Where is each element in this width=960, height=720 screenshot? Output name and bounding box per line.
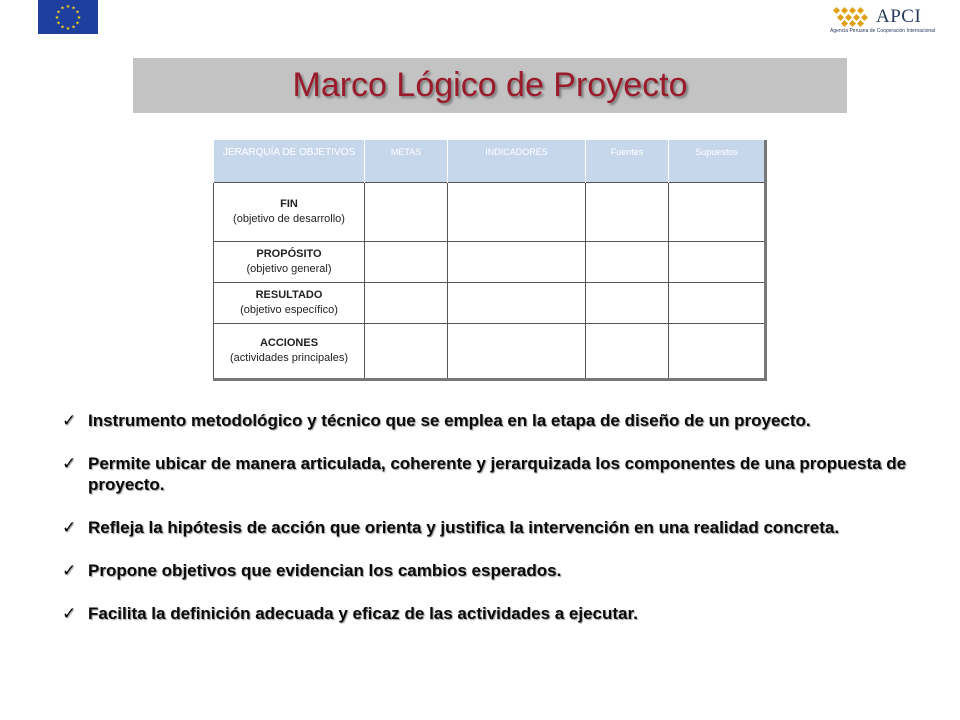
table-row: [214, 182, 766, 241]
table-cell: [365, 241, 448, 282]
row-label: FIN: [280, 197, 298, 210]
row-detail: (objetivo general): [246, 262, 332, 275]
row-label: PROPÓSITO: [256, 247, 322, 260]
table-cell: [448, 323, 586, 379]
apci-logo: [826, 2, 960, 42]
row-head-proposito: [214, 241, 365, 282]
table-cell: [365, 182, 448, 241]
bullet-text: Instrumento metodológico y técnico que se emplea en la etapa de diseño de un proyecto.: [88, 411, 811, 430]
checkmark-icon: ✓: [62, 561, 77, 580]
eu-star-icon: ★: [56, 20, 61, 27]
header-jerarquia: JERARQUÍA DE OBJETIVOS: [214, 140, 365, 182]
row-head-acciones: [214, 323, 365, 379]
bullet-item: [62, 410, 922, 431]
eu-star-icon: ★: [71, 24, 76, 31]
apci-name: APCI: [876, 6, 922, 27]
bullet-text: Refleja la hipótesis de acción que orienta y justifica la intervención en una realidad concreta.: [88, 518, 840, 537]
row-head-resultado: [214, 282, 365, 323]
row-label: ACCIONES: [259, 336, 319, 349]
checkmark-icon: ✓: [62, 454, 77, 473]
table-cell: [365, 323, 448, 379]
eu-star-icon: ★: [76, 15, 82, 21]
table-cell: [586, 323, 669, 379]
apci-subtitle: Agencia Peruana de Cooperación Internacional: [830, 28, 936, 34]
row-detail: (objetivo específico): [240, 303, 338, 316]
table-cell: [586, 282, 669, 323]
table-cell: [586, 182, 669, 241]
table-cell: [586, 241, 669, 282]
header-fuentes: Fuentes: [586, 140, 669, 182]
table-row: [214, 282, 766, 323]
header-metas: METAS: [365, 140, 448, 182]
table-cell: [669, 282, 766, 323]
header-indicadores: INDICADORES: [448, 140, 586, 182]
eu-star-icon: ★: [75, 9, 80, 16]
eu-star-icon: ★: [60, 5, 65, 12]
table-row: [214, 241, 766, 282]
eu-stars: [38, 0, 98, 34]
eu-star-icon: ★: [71, 5, 76, 12]
bullet-list: [62, 410, 922, 624]
eu-star-icon: ★: [65, 4, 71, 10]
row-label: RESULTADO: [255, 288, 323, 301]
table-cell: [365, 282, 448, 323]
bullet-item: [62, 517, 922, 538]
row-head-fin: [214, 182, 365, 241]
eu-star-icon: ★: [56, 9, 61, 16]
apci-mark-icon: [832, 6, 872, 28]
table-cell: [669, 323, 766, 379]
table-header-row: [214, 140, 766, 182]
eu-star-icon: ★: [65, 26, 71, 32]
bullet-item: [62, 560, 922, 581]
bullet-text: Permite ubicar de manera articulada, coherente y jerarquizada los componentes de una propuesta de proyecto.: [88, 454, 907, 494]
bullet-item: [62, 453, 922, 495]
eu-flag-icon: [38, 0, 98, 34]
page-title: Marco Lógico de Proyecto: [292, 66, 688, 104]
table-cell: [669, 182, 766, 241]
checkmark-icon: ✓: [62, 604, 77, 623]
eu-star-icon: ★: [75, 20, 80, 27]
bullet-text: Propone objetivos que evidencian los cambios esperados.: [88, 561, 562, 580]
eu-star-icon: ★: [60, 24, 65, 31]
table-cell: [669, 241, 766, 282]
eu-star-icon: ★: [54, 15, 60, 21]
table-row: [214, 323, 766, 379]
row-detail: (objetivo de desarrollo): [233, 212, 345, 225]
checkmark-icon: ✓: [62, 518, 77, 537]
logical-framework-table: [213, 140, 767, 381]
title-band: [133, 58, 847, 113]
checkmark-icon: ✓: [62, 411, 77, 430]
row-detail: (actividades principales): [230, 351, 348, 364]
table-cell: [448, 241, 586, 282]
bullet-item: [62, 603, 922, 624]
header-supuestos: Supuestos: [669, 140, 766, 182]
table-cell: [448, 282, 586, 323]
bullet-text: Facilita la definición adecuada y eficaz de las actividades a ejecutar.: [88, 604, 638, 623]
table-cell: [448, 182, 586, 241]
